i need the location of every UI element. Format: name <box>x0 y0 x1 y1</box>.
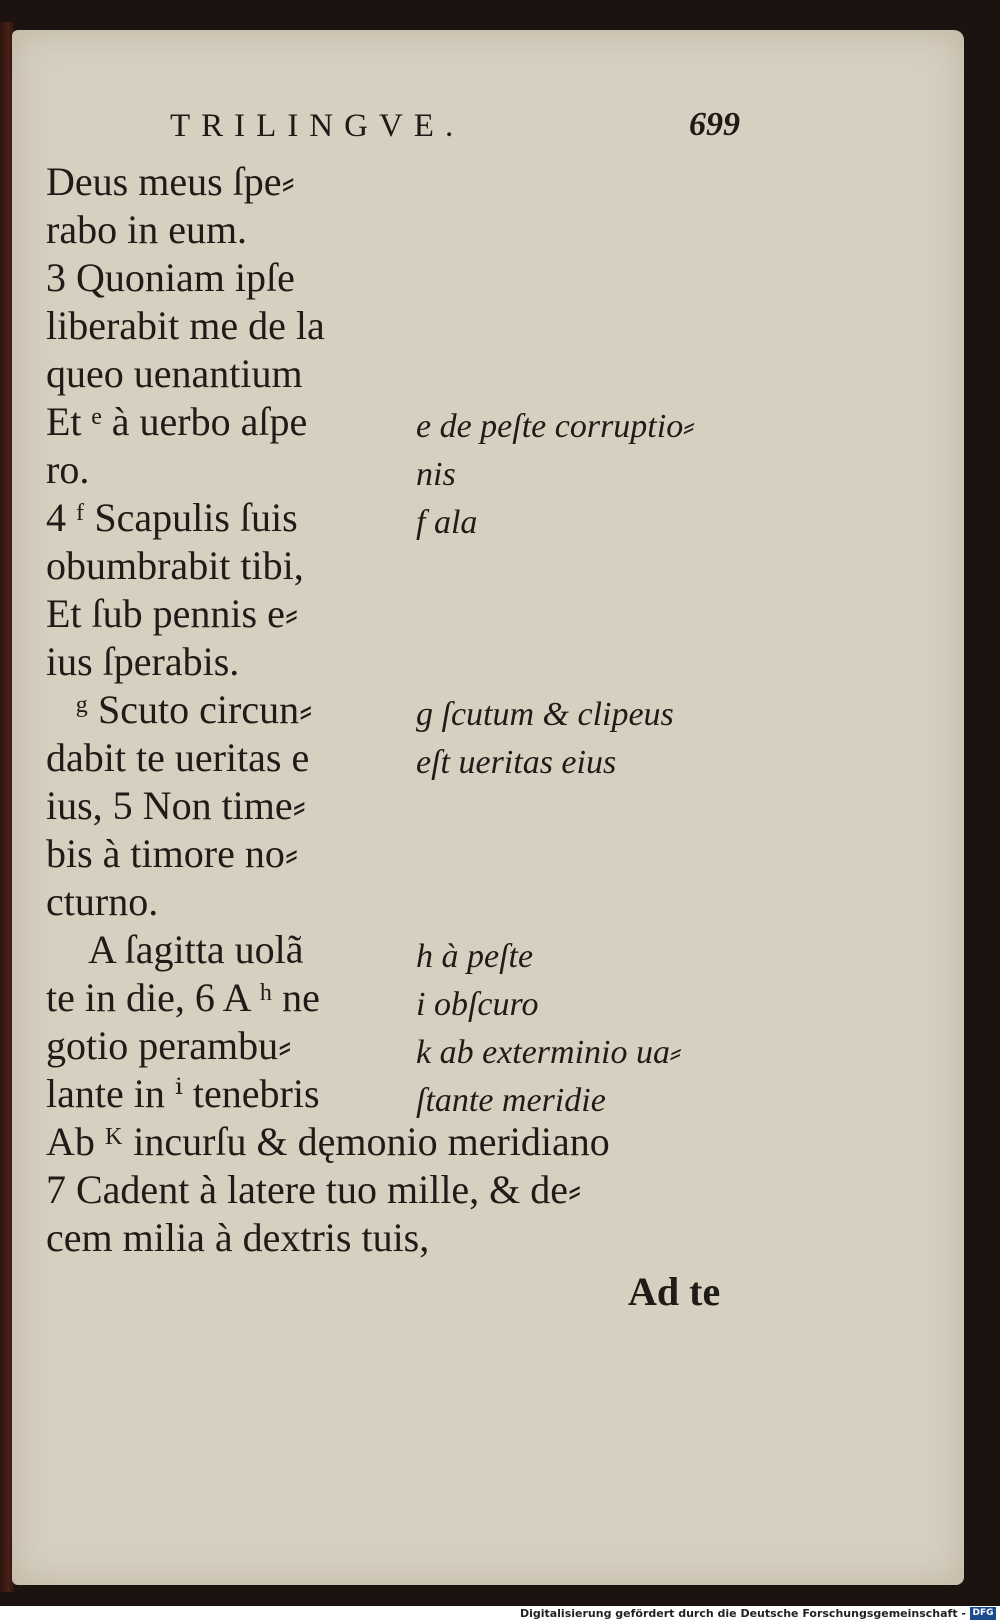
gloss-line: ſtante meridie <box>416 1082 606 1119</box>
main-line: bis à timore no⸗ <box>46 831 299 876</box>
full-line: cem milia à dextris tuis, <box>46 1215 430 1260</box>
main-line: ro. <box>46 447 90 492</box>
running-title: TRILINGVE. <box>170 108 465 144</box>
main-line: gotio perambu⸗ <box>46 1023 292 1068</box>
catchword: Ad te <box>628 1269 721 1314</box>
main-line: te in die, 6 A ʰ ne <box>46 975 320 1020</box>
gloss-line: k ab exterminio ua⸗ <box>416 1034 682 1071</box>
main-line: ius ſperabis. <box>46 639 240 684</box>
main-line: lante in ⁱ tenebris <box>46 1071 320 1116</box>
page-header <box>170 108 750 148</box>
gloss-line: i obſcuro <box>416 986 539 1023</box>
digitization-footer <box>0 1606 1000 1622</box>
main-line: ᵍ Scuto circun⸗ <box>76 687 313 732</box>
main-line: 4 ᶠ Scapulis ſuis <box>46 495 298 540</box>
funding-credit: Digitalisierung gefördert durch die Deutsche Forschungsgemeinschaft - <box>519 1607 966 1620</box>
page-number: 699 <box>689 106 740 143</box>
gloss-line: g ſcutum & clipeus <box>416 696 674 733</box>
main-line: ius, 5 Non time⸗ <box>46 783 306 828</box>
main-line: cturno. <box>46 879 159 924</box>
gloss-line: e de peſte corruptio⸗ <box>416 408 695 445</box>
main-line: queo uenantium <box>46 351 303 396</box>
main-line: 3 Quoniam ipſe <box>46 255 295 300</box>
main-line: Et ᵉ à uerbo aſpe <box>46 399 308 444</box>
main-line: A ſagitta uolã <box>88 927 304 972</box>
main-line: obumbrabit tibi, <box>46 543 304 588</box>
gloss-line: nis <box>416 456 456 493</box>
full-line: Ab ᴷ incurſu & dęmonio meridiano <box>46 1119 610 1164</box>
full-line: 7 Cadent à latere tuo mille, & de⸗ <box>46 1167 582 1212</box>
main-line: Deus meus ſpe⸗ <box>46 159 295 204</box>
main-line: Et ſub pennis e⸗ <box>46 591 299 636</box>
dfg-logo: DFG <box>970 1607 996 1620</box>
gloss-line: f ala <box>416 504 478 541</box>
gloss-line: eſt ueritas eius <box>416 744 617 781</box>
main-line: liberabit me de la <box>46 303 325 348</box>
main-line: rabo in eum. <box>46 207 248 252</box>
main-line: dabit te ueritas e <box>46 735 310 780</box>
gloss-line: h à peſte <box>416 938 534 975</box>
